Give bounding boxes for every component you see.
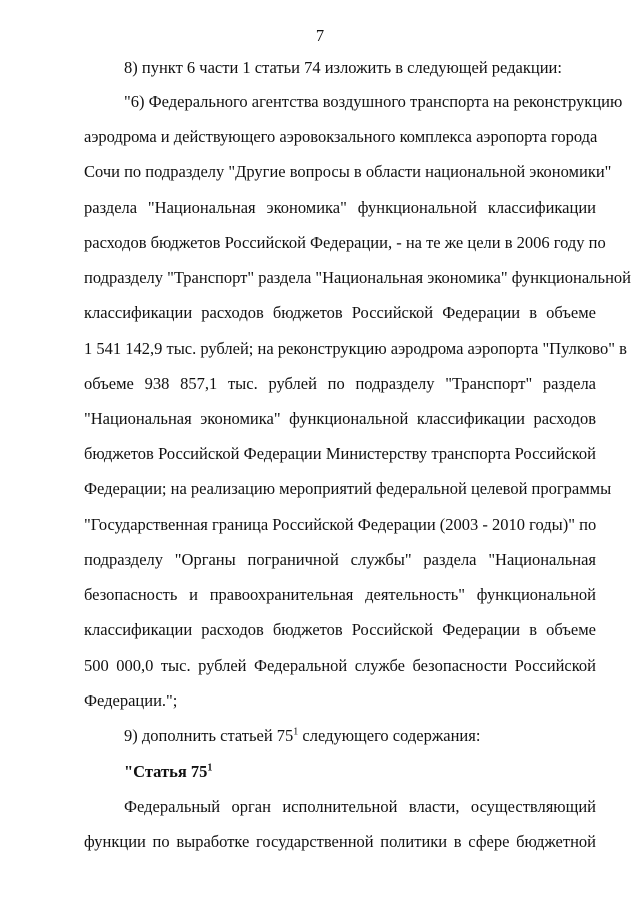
paragraph-line: 1 541 142,9 тыс. рублей; на реконструкцию аэродрома аэропорта "Пулково" в [84, 339, 627, 358]
article-heading-superscript: 1 [207, 762, 213, 774]
paragraph-line: подразделу "Транспорт" раздела "Национальная экономика" функциональной [84, 268, 631, 287]
item-9-line [124, 726, 596, 746]
article-heading-text: "Статья 75 [124, 762, 208, 781]
paragraph-line: классификации расходов бюджетов Российской Федерации в объеме [84, 303, 596, 322]
paragraph-line: объеме 938 857,1 тыс. рублей по подразделу "Транспорт" раздела [84, 374, 596, 393]
paragraph-line: "6) Федерального агентства воздушного транспорта на реконструкцию [124, 92, 623, 111]
item-9-text-end: следующего содержания: [298, 726, 481, 745]
page-number: 7 [315, 26, 325, 45]
paragraph-line: расходов бюджетов Российской Федерации, - на те же цели в 2006 году по [84, 233, 606, 252]
article-heading [124, 762, 596, 782]
paragraph-line: аэродрома и действующего аэровокзального комплекса аэропорта города [84, 127, 598, 146]
item-9-superscript: 1 [293, 726, 299, 738]
paragraph-line: "Государственная граница Российской Федерации (2003 - 2010 годы)" по [84, 515, 597, 534]
paragraph-line: безопасность и правоохранительная деятельность" функциональной [84, 585, 596, 604]
paragraph-line: классификации расходов бюджетов Российской Федерации в объеме [84, 620, 596, 639]
paragraph-line: раздела "Национальная экономика" функциональной классификации [84, 198, 596, 217]
paragraph-line: Федерации; на реализацию мероприятий федеральной целевой программы [84, 479, 612, 498]
article-text-line: Федеральный орган исполнительной власти, осуществляющий [124, 797, 596, 816]
item-8-line: 8) пункт 6 части 1 статьи 74 изложить в следующей редакции: [124, 58, 562, 77]
item-9-text: 9) дополнить статьей 75 [124, 726, 294, 745]
paragraph-line: Сочи по подразделу "Другие вопросы в области национальной экономики" [84, 162, 612, 181]
paragraph-line: бюджетов Российской Федерации Министерству транспорта Российской [84, 444, 596, 463]
paragraph-line: 500 000,0 тыс. рублей Федеральной службе безопасности Российской [84, 656, 596, 675]
paragraph-line: подразделу "Органы пограничной службы" раздела "Национальная [84, 550, 596, 569]
paragraph-last-line: Федерации."; [84, 691, 178, 710]
paragraph-line: "Национальная экономика" функциональной классификации расходов [84, 409, 596, 428]
article-text-line: функции по выработке государственной политики в сфере бюджетной [84, 832, 596, 851]
